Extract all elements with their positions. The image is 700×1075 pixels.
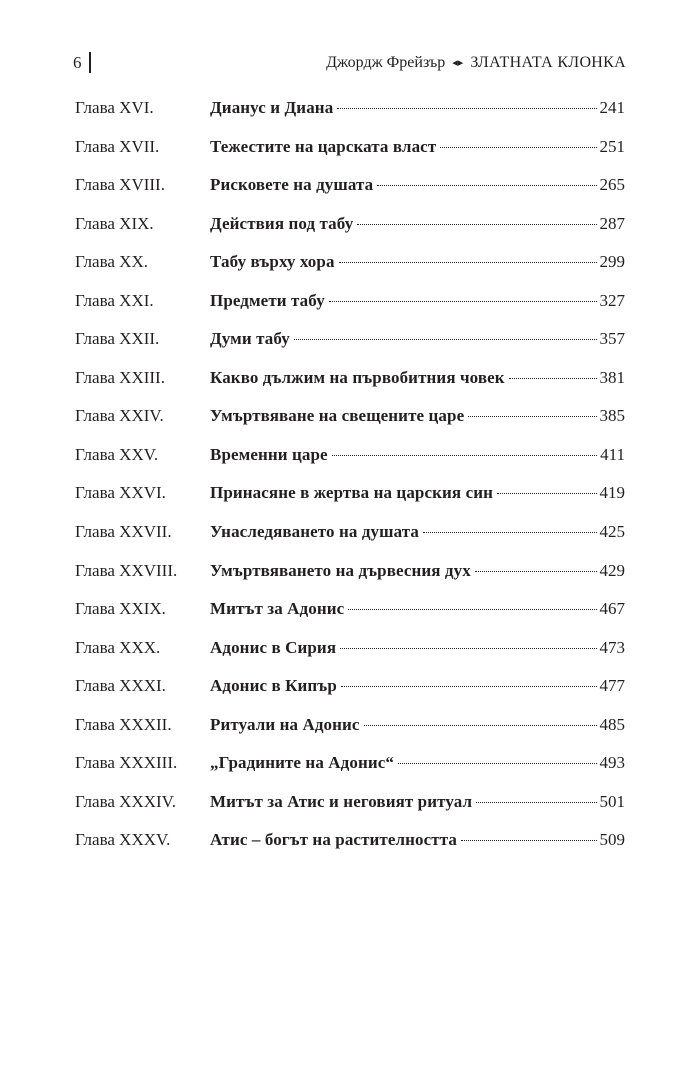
chapter-label: Глава XXIV. [75, 406, 164, 426]
toc-row[interactable] [75, 597, 625, 636]
chapter-label: Глава XXXIV. [75, 791, 177, 811]
toc-entry [210, 173, 625, 197]
chapter-title: Умъртвяването на дървесния дух [210, 560, 471, 580]
dot-leader [341, 685, 597, 687]
dot-leader [497, 492, 596, 494]
chapter-title: Унаследяването на душата [210, 522, 419, 542]
dot-leader [440, 146, 596, 148]
chapter-label: Глава XXI. [75, 290, 154, 310]
page-reference: 327 [599, 290, 625, 310]
chapter-label: Глава XXX. [75, 637, 161, 657]
page-reference: 509 [599, 830, 625, 850]
chapter-label: Глава XX. [75, 252, 148, 272]
running-title [326, 52, 626, 75]
toc-row[interactable] [75, 443, 625, 482]
toc-row[interactable] [75, 559, 625, 598]
toc-entry [210, 135, 625, 159]
running-header [73, 52, 626, 74]
toc-entry [210, 404, 625, 428]
toc-row[interactable] [75, 173, 625, 212]
arrow-separator-icon: ◂▸ [452, 57, 464, 69]
dot-leader [398, 762, 597, 764]
dot-leader [461, 839, 596, 841]
page-reference: 419 [599, 483, 625, 503]
toc-entry [210, 790, 625, 814]
toc-entry [210, 443, 625, 467]
toc-entry [210, 636, 625, 660]
chapter-label: Глава XXVI. [75, 483, 166, 503]
toc-row[interactable] [75, 481, 625, 520]
toc-entry [210, 559, 625, 583]
toc-entry [210, 520, 625, 544]
dot-leader [364, 724, 597, 726]
toc-entry [210, 713, 625, 737]
toc-entry [210, 828, 625, 852]
dot-leader [348, 608, 596, 610]
toc-entry [210, 597, 625, 621]
page-reference: 251 [599, 136, 625, 156]
toc-entry [210, 96, 625, 120]
toc-row[interactable] [75, 404, 625, 443]
chapter-label: Глава XXII. [75, 329, 160, 349]
chapter-label: Глава XXVII. [75, 522, 172, 542]
dot-leader [294, 338, 597, 340]
page-reference: 287 [599, 213, 625, 233]
page-reference: 411 [600, 444, 625, 464]
chapter-label: Глава XXIII. [75, 367, 165, 387]
page-reference: 425 [599, 522, 625, 542]
chapter-title: Рисковете на душата [210, 175, 374, 195]
toc-entry [210, 751, 625, 775]
toc-entry [210, 674, 625, 698]
chapter-title: Принасяне в жертва на царския син [210, 483, 494, 503]
dot-leader [339, 261, 597, 263]
chapter-label: Глава XXVIII. [75, 560, 178, 580]
toc-entry [210, 212, 625, 236]
toc-row[interactable] [75, 790, 625, 829]
page-number: 6 [73, 53, 82, 72]
toc-entry [210, 250, 625, 274]
chapter-title: Действия под табу [210, 213, 354, 233]
page-reference: 501 [599, 791, 625, 811]
dot-leader [468, 415, 596, 417]
page-reference: 473 [599, 637, 625, 657]
toc-entry [210, 289, 625, 313]
dot-leader [377, 184, 596, 186]
toc-row[interactable] [75, 751, 625, 790]
dot-leader [423, 531, 597, 533]
chapter-title: Митът за Атис и неговият ритуал [210, 791, 473, 811]
page-reference: 265 [599, 175, 625, 195]
dot-leader [340, 647, 596, 649]
toc-row[interactable] [75, 250, 625, 289]
chapter-title: Адонис в Кипър [210, 676, 337, 696]
toc-row[interactable] [75, 636, 625, 675]
page-reference: 385 [599, 406, 625, 426]
dot-leader [357, 223, 596, 225]
chapter-title: Временни царе [210, 444, 328, 464]
chapter-label: Глава XXXII. [75, 714, 172, 734]
chapter-title: Тежестите на царската власт [210, 136, 437, 156]
chapter-label: Глава XXXV. [75, 830, 171, 850]
chapter-title: „Градините на Адонис“ [210, 753, 394, 773]
chapter-title: Предмети табу [210, 290, 325, 310]
page-reference: 381 [599, 367, 625, 387]
chapter-title: Табу върху хора [210, 252, 335, 272]
chapter-title: Умъртвяване на свещените царе [210, 406, 465, 426]
toc-row[interactable] [75, 520, 625, 559]
chapter-label: Глава XVII. [75, 136, 160, 156]
page-reference: 299 [599, 252, 625, 272]
chapter-title: Думи табу [210, 329, 290, 349]
page-reference: 485 [599, 714, 625, 734]
author-name: Джордж Фрейзър [326, 54, 446, 71]
toc-row[interactable] [75, 674, 625, 713]
page-reference: 241 [599, 98, 625, 117]
page-reference: 429 [599, 560, 625, 580]
dot-leader [337, 107, 596, 109]
toc-entry [210, 366, 625, 390]
chapter-title: Ритуали на Адонис [210, 714, 360, 734]
toc-row[interactable] [75, 212, 625, 251]
toc-row[interactable] [75, 289, 625, 328]
toc-entry [210, 481, 625, 505]
toc-row[interactable] [75, 366, 625, 405]
chapter-label: Глава XIX. [75, 213, 154, 233]
chapter-title: Какво дължим на първобитния човек [210, 367, 505, 387]
chapter-title: Адонис в Сирия [210, 637, 337, 657]
dot-leader [329, 300, 597, 302]
header-divider [89, 52, 91, 73]
chapter-label: Глава XXXI. [75, 676, 166, 696]
chapter-label: Глава XXIX. [75, 599, 166, 619]
toc-row[interactable] [75, 713, 625, 752]
chapter-title: Митът за Адонис [210, 599, 345, 619]
page-reference: 467 [599, 599, 625, 619]
dot-leader [475, 570, 597, 572]
chapter-title: Атис – богът на растителността [210, 830, 458, 850]
toc-row[interactable] [75, 135, 625, 174]
toc-row[interactable] [75, 96, 625, 135]
dot-leader [476, 801, 596, 803]
page-reference: 493 [599, 753, 625, 773]
book-title: ЗЛАТНАТА КЛОНКА [470, 54, 626, 71]
chapter-label: Глава XXXIII. [75, 753, 178, 773]
page-reference: 477 [599, 676, 625, 696]
chapter-title: Дианус и Диана [210, 98, 334, 117]
dot-leader [509, 377, 597, 379]
toc-row[interactable] [75, 327, 625, 366]
page-reference: 357 [599, 329, 625, 349]
dot-leader [332, 454, 597, 456]
chapter-label: Глава XXV. [75, 444, 159, 464]
chapter-label: Глава XVI. [75, 98, 154, 117]
table-of-contents [75, 96, 625, 867]
toc-row[interactable] [75, 828, 625, 867]
toc-entry [210, 327, 625, 351]
chapter-label: Глава XVIII. [75, 175, 165, 195]
